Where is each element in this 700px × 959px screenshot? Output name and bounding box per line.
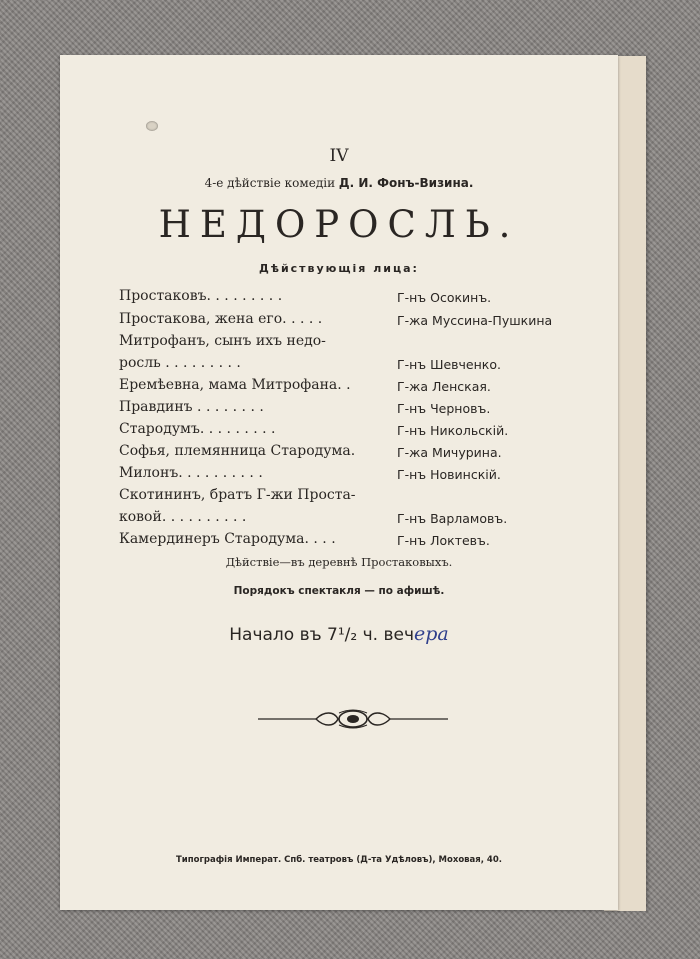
start-time-handwritten: ера [413, 623, 449, 645]
cast-role: Стародумъ. . . . . . . . . [119, 421, 276, 437]
play-title: НЕДОРОСЛЬ. [158, 203, 520, 246]
cast-role: Правдинъ . . . . . . . . [119, 399, 264, 415]
cast-role: Митрофанъ, сынъ ихъ недо- [119, 333, 326, 349]
start-time [60, 623, 618, 645]
cast-actor: Г-нъ Новинскій. [397, 467, 501, 482]
subtitle-author: Д. И. Фонъ-Визина. [338, 176, 474, 190]
program-sheet [60, 55, 618, 910]
cast-role: Простаковъ. . . . . . . . . [119, 288, 283, 304]
cast-heading: Дѣйствующія лица: [259, 262, 419, 275]
cast-role: росль . . . . . . . . . [119, 355, 241, 371]
cast-actor: Г-нъ Осокинъ. [397, 290, 492, 305]
subtitle [60, 176, 618, 190]
cast-role: Софья, племянница Стародума. [119, 443, 356, 459]
cast-actor: Г-нъ Варламовъ. [397, 511, 508, 526]
performance-order: Порядокъ спектакля — по афишѣ. [233, 585, 445, 597]
play-setting: Дѣйствіе—въ деревнѣ Простаковыхъ. [225, 555, 453, 569]
cast-actor: Г-жа Муссина-Пушкина [397, 313, 553, 328]
cast-role: Скотининъ, братъ Г-жи Проста- [119, 487, 356, 503]
cast-role: Еремѣевна, мама Митрофана. . [119, 377, 351, 393]
cast-actor: Г-нъ Шевченко. [397, 357, 501, 372]
cast-role: Простакова, жена его. . . . . [119, 311, 323, 327]
cast-actor: Г-нъ Локтевъ. [397, 533, 490, 548]
printer-imprint: Типографія Императ. Спб. театровъ (Д-та Удѣловъ), Моховая, 40. [176, 855, 502, 865]
cast-role: Милонъ. . . . . . . . . . [119, 465, 263, 481]
cast-role: Камердинеръ Стародума. . . . [119, 531, 336, 547]
subtitle-prefix: 4-е дѣйствіе комедіи [204, 176, 336, 190]
pin-hole [146, 121, 158, 131]
start-time-printed: Начало въ 7¹/₂ ч. веч [229, 625, 414, 645]
cast-actor: Г-жа Ленская. [397, 379, 491, 394]
decorative-divider-icon [258, 707, 448, 735]
cast-actor: Г-жа Мичурина. [397, 445, 502, 460]
cast-actor: Г-нъ Черновъ. [397, 401, 491, 416]
act-number: IV [329, 146, 349, 166]
cast-role: ковой. . . . . . . . . . [119, 509, 247, 525]
cast-actor: Г-нъ Никольскій. [397, 423, 509, 438]
